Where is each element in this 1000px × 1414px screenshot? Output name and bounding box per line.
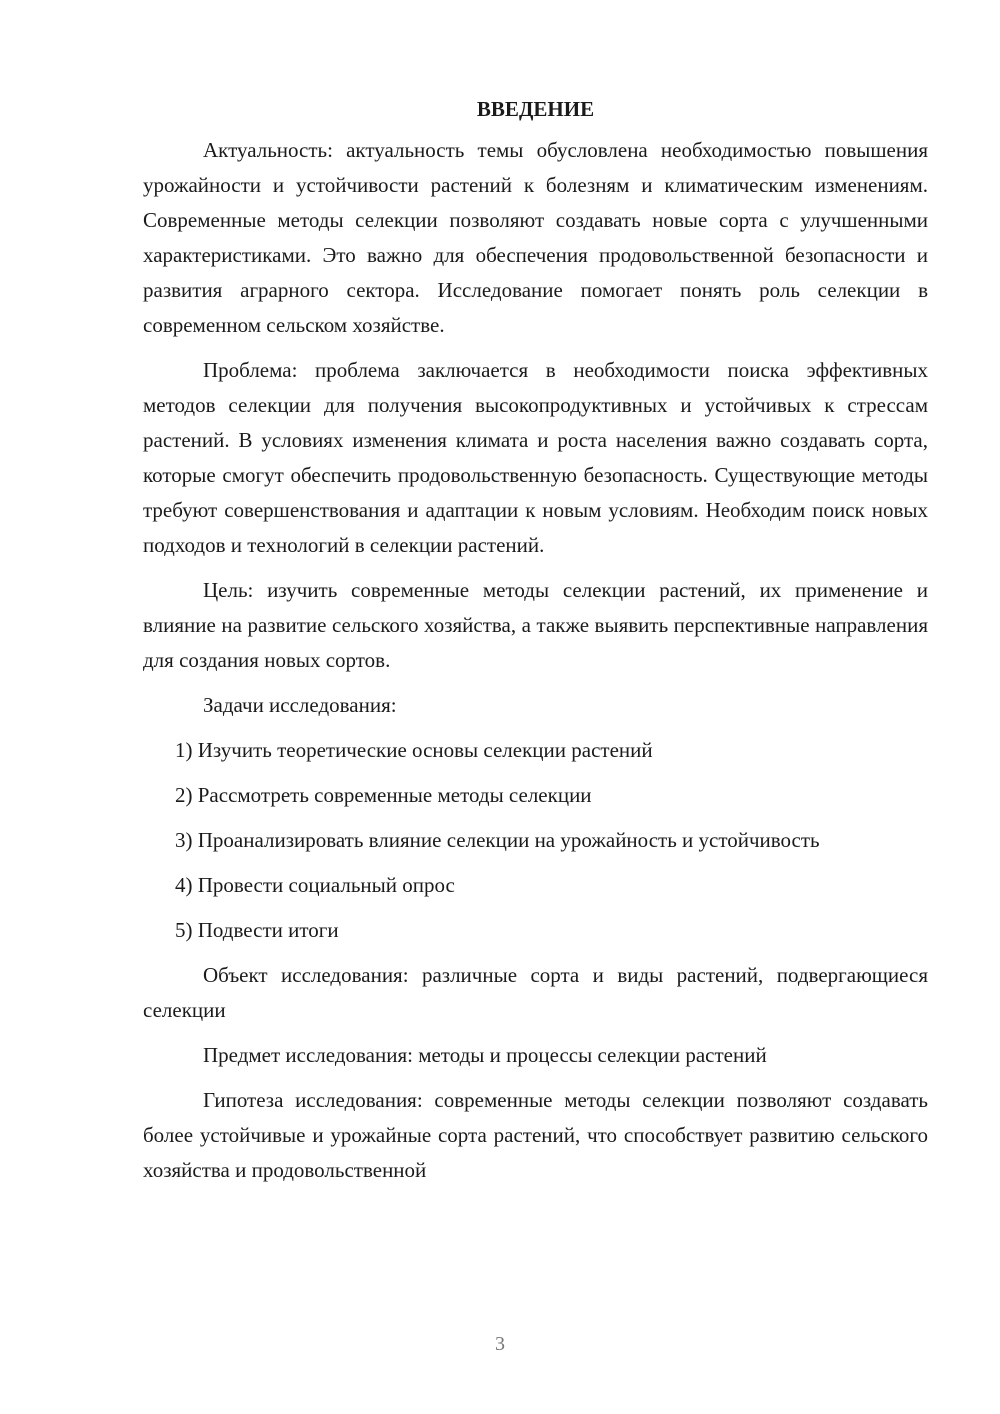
- object-paragraph: Объект исследования: различные сорта и виды растений, подвергающиеся селекции: [143, 963, 928, 1022]
- task-item-2: 2) Рассмотреть современные методы селекции: [175, 783, 592, 807]
- tasks-heading: Задачи исследования:: [203, 693, 397, 717]
- page-number: 3: [495, 1333, 505, 1355]
- section-title: ВВЕДЕНИЕ: [476, 97, 595, 121]
- hypothesis-paragraph: Гипотеза исследования: современные методы селекции позволяют создавать более устойчивые и урожайные сорта растений, что способствует развитию сельского хозяйства и продовольственной: [143, 1088, 928, 1182]
- relevance-paragraph: Актуальность: актуальность темы обусловлена необходимостью повышения урожайности и устойчивости растений к болезням и климатическим изменениям. Современные методы селекции позволяют создавать новые сорта с улучшенными характеристиками. Это важно для обеспечения продовольственной безопасности и развития аграрного сектора. Исследование помогает понять роль селекции в современном сельском хозяйстве.: [143, 138, 928, 337]
- task-item-3: 3) Проанализировать влияние селекции на урожайность и устойчивость: [175, 828, 820, 852]
- task-item-5: 5) Подвести итоги: [175, 918, 339, 942]
- document-body: [143, 95, 928, 1188]
- task-item-4: 4) Провести социальный опрос: [175, 873, 455, 897]
- task-item-1: 1) Изучить теоретические основы селекции растений: [175, 738, 653, 762]
- problem-paragraph: Проблема: проблема заключается в необходимости поиска эффективных методов селекции для получения высокопродуктивных и устойчивых к стрессам растений. В условиях изменения климата и роста населения важно создавать сорта, которые смогут обеспечить продовольственную безопасность. Существующие методы требуют совершенствования и адаптации к новым условиям. Необходим поиск новых подходов и технологий в селекции растений.: [143, 358, 928, 557]
- subject-paragraph: Предмет исследования: методы и процессы селекции растений: [203, 1043, 767, 1067]
- goal-paragraph: Цель: изучить современные методы селекции растений, их применение и влияние на развитие сельского хозяйства, а также выявить перспективные направления для создания новых сортов.: [143, 578, 928, 672]
